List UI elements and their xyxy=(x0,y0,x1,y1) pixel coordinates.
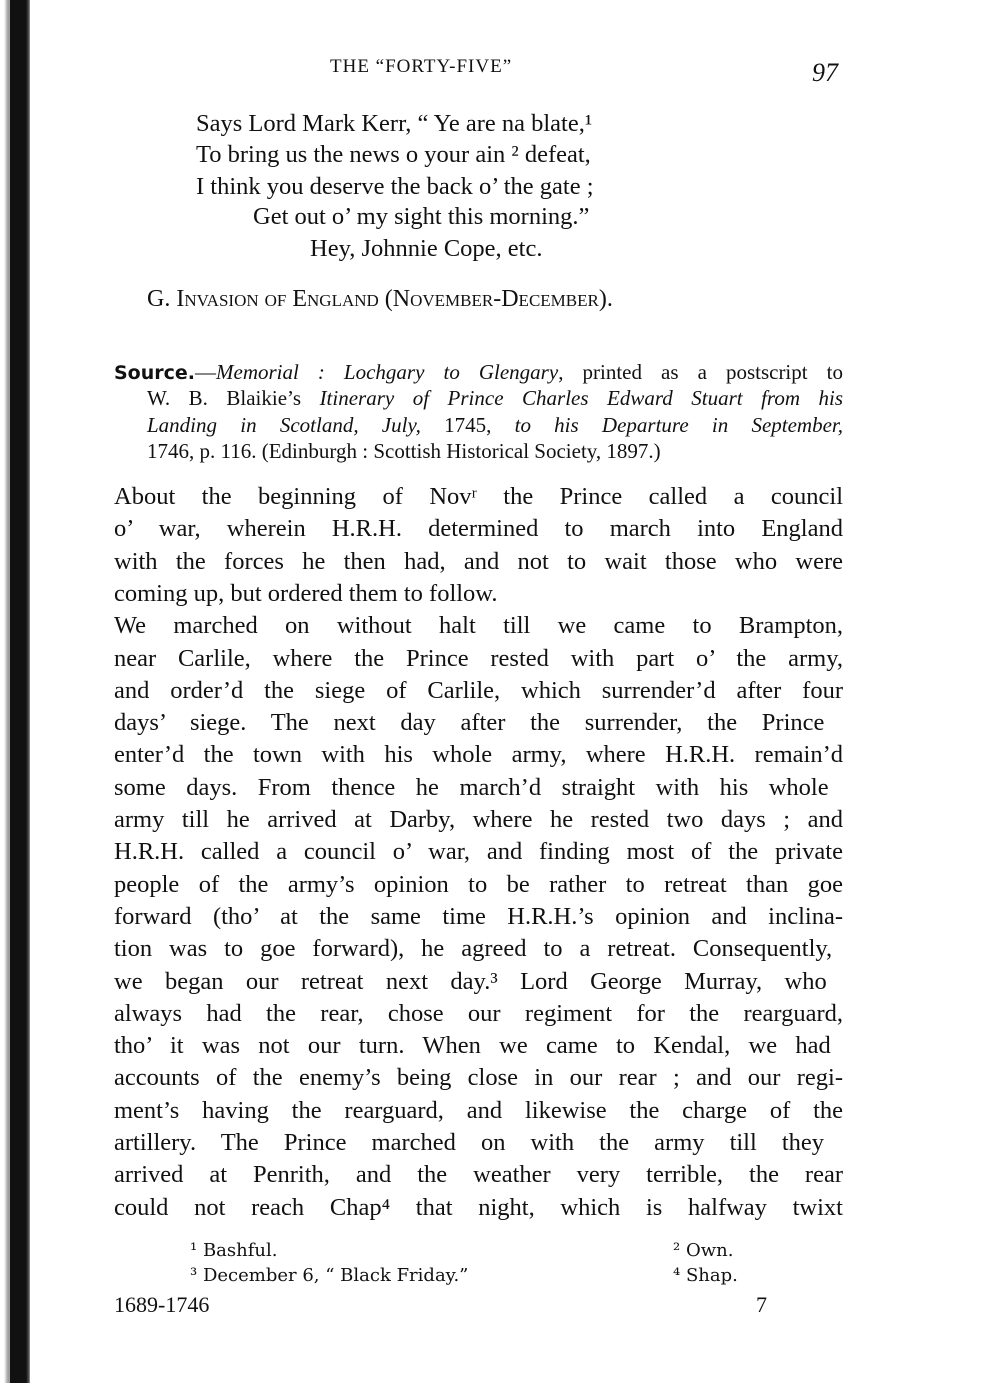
body-line: tion was to goe forward), he agreed to a retreat. Consequently, xyxy=(114,935,833,963)
page-number: 97 xyxy=(812,58,838,87)
source-segment: 1746, p. 116. (Edinburgh : Scottish Historical Society, 1897.) xyxy=(147,439,661,463)
body-line: people of the army’s opinion to be rather to retreat than goe xyxy=(114,870,843,898)
source-segment: Memorial : Lochgary to Glengary xyxy=(216,360,559,384)
source-segment: W. B. Blaikie’s xyxy=(147,386,320,410)
source-segment: — xyxy=(195,360,217,384)
body-line: could not reach Chap⁴ that night, which is halfway twixt xyxy=(114,1193,843,1221)
footnote-3: ³ December 6, “ Black Friday.” xyxy=(190,1265,469,1286)
body-line: arrived at Penrith, and the weather very terrible, the rear xyxy=(114,1161,843,1189)
body-line: enter’d the town with his whole army, where H.R.H. remain’d xyxy=(114,741,843,769)
body-line: ment’s having the rearguard, and likewise the charge of the xyxy=(114,1096,843,1124)
source-line xyxy=(114,358,843,387)
body-line: army till he arrived at Darby, where he rested two days ; and xyxy=(114,806,843,833)
body-line: artillery. The Prince marched on with the army till they xyxy=(114,1129,825,1156)
body-line: accounts of the enemy’s being close in our rear ; and our regi- xyxy=(114,1064,843,1092)
poem-line: To bring us the news o your ain ² defeat, xyxy=(196,141,591,168)
spine-edge-highlight xyxy=(4,0,10,1383)
source-line xyxy=(147,384,843,412)
body-line: days’ siege. The next day after the surrender, the Prince xyxy=(114,709,825,737)
source-segment: 1745, xyxy=(444,413,515,437)
source-segment: , printed as a postscript to xyxy=(558,360,843,384)
body-line: near Carlile, where the Prince rested with part o’ the army, xyxy=(114,644,843,672)
signature-mark: 1689-1746 xyxy=(114,1292,210,1317)
body-line: We marched on without halt till we came to Brampton, xyxy=(114,612,843,640)
poem-line: I think you deserve the back o’ the gate ; xyxy=(196,173,594,200)
source-line xyxy=(147,411,843,439)
body-line: o’ war, wherein H.R.H. determined to march into England xyxy=(114,515,843,543)
body-line: H.R.H. called a council o’ war, and finding most of the private xyxy=(114,838,843,866)
running-title: THE “FORTY-FIVE” xyxy=(330,56,513,77)
body-line: with the forces he then had, and not to wait those who were xyxy=(114,547,843,575)
body-line: forward (tho’ at the same time H.R.H.’s opinion and inclina- xyxy=(114,902,843,930)
section-heading: G. Invasion of England (November-December). xyxy=(147,286,613,312)
body-line: some days. From thence he march’d straight with his whole xyxy=(114,773,829,801)
body-line: coming up, but ordered them to follow. xyxy=(114,579,498,607)
body-line: About the beginning of Novʳ the Prince called a council xyxy=(114,483,843,510)
body-line: tho’ it was not our turn. When we came to Kendal, we had xyxy=(114,1032,831,1060)
source-segment: to his Departure in September, xyxy=(514,413,844,437)
footnote-1: ¹ Bashful. xyxy=(190,1240,278,1261)
body-line: and order’d the siege of Carlile, which surrender’d after four xyxy=(114,676,843,704)
poem-line: Hey, Johnnie Cope, etc. xyxy=(310,235,543,262)
source-segment: Itinerary of Prince Charles Edward Stuart from his xyxy=(319,386,843,410)
source-label: Source. xyxy=(114,362,196,384)
body-line: always had the rear, chose our regiment for the rearguard, xyxy=(114,999,843,1027)
sheet-number: 7 xyxy=(756,1292,767,1317)
source-line xyxy=(147,437,661,465)
poem-line: Says Lord Mark Kerr, “ Ye are na blate,¹ xyxy=(196,110,593,137)
source-segment: Landing in Scotland, July, xyxy=(147,413,445,437)
footnote-4: ⁴ Shap. xyxy=(673,1265,738,1286)
body-line: we began our retreat next day.³ Lord George Murray, who xyxy=(114,967,827,995)
footnote-2: ² Own. xyxy=(673,1240,734,1261)
poem-line: Get out o’ my sight this morning.” xyxy=(253,203,590,230)
